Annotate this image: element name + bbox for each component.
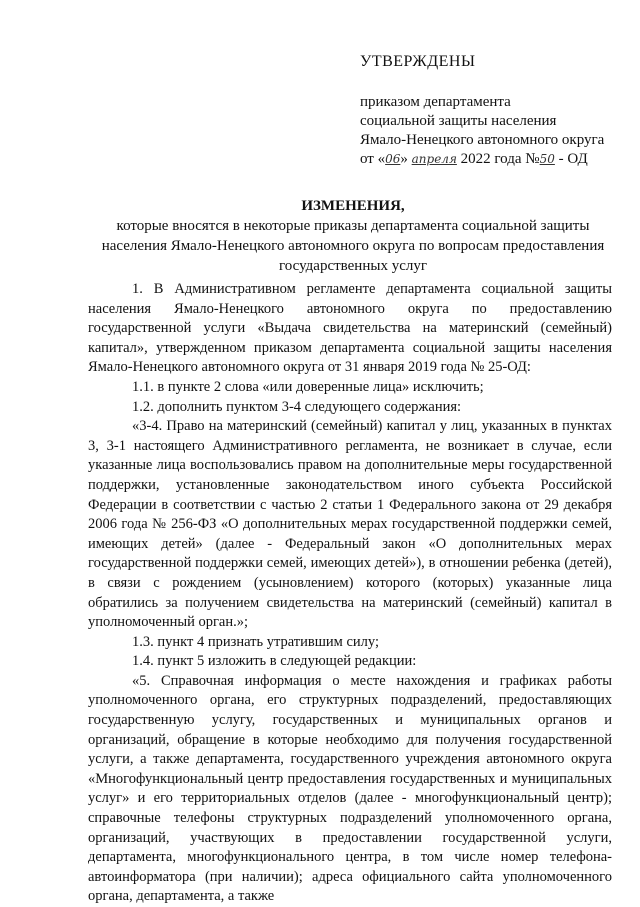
paragraph-1-3: 1.3. пункт 4 признать утратившим силу;	[132, 633, 379, 650]
approval-block	[360, 52, 604, 169]
paragraph-1-4: 1.4. пункт 5 изложить в следующей редакции:	[132, 653, 417, 670]
title-sub-1: которые вносятся в некоторые приказы департамента социальной защиты	[116, 218, 590, 234]
date-prefix: от «	[360, 151, 386, 167]
paragraph-1-2: 1.2. дополнить пунктом 3-4 следующего содержания:	[132, 398, 462, 415]
title-main: ИЗМЕНЕНИЯ,	[301, 198, 405, 214]
approval-line-1: приказом департамента	[360, 94, 511, 110]
document-title	[96, 196, 610, 276]
date-day: 06	[385, 152, 401, 166]
date-mid: »	[400, 151, 412, 167]
title-sub-3: государственных услуг	[278, 258, 427, 274]
document-body	[88, 280, 612, 907]
paragraph-1-4-text: «5. Справочная информация о месте нахождения и графиках работы уполномоченного органа, его структурных подразделений, предоставляющих государственную услугу, государственных и муниципальных органов и организаций, обращение в которые необходимо для получения государственной услуги, а также департамента, государственного учреждения автономного округа «Многофункциональный центр предоставления государственных и муниципальных услуг» и его территориальных отделов (далее - многофункциональный центр); справочные телефоны структурных подразделений уполномоченного органа, организаций, участвующих в предоставлении государственной услуги, департамента, многофункционального центра, в том числе номер телефона-автоинформатора (при наличии); адреса официального сайта уполномоченного органа, департамента, а также	[88, 672, 612, 905]
order-number: 50	[539, 152, 555, 166]
date-suffix: 2022 года №	[456, 151, 540, 167]
approval-line-3: Ямало-Ненецкого автономного округа	[360, 132, 605, 148]
paragraph-1-2-text: «3-4. Право на материнский (семейный) капитал у лиц, указанных в пунктах 3, 3-1 настоящего Административного регламента, не возникает в случае, если указанные лица воспользовались правом на дополнительные меры государственной поддержки, установленные законодательством иного субъекта Российской Федерации в соответствии с частью 2 статьи 1 Федерального закона от 29 декабря 2006 года № 256-ФЗ «О дополнительных мерах государственной поддержки семей, имеющих детей» (далее - Федеральный закон «О дополнительных мерах государственной поддержки семей, имеющих детей»), в отношении ребенка (детей), в связи с рождением (усыновлением) которого (которых) указанные лица обратились за получением свидетельства на материнский (семейный) капитал в уполномоченный орган.»;	[88, 418, 612, 631]
title-sub-2: населения Ямало-Ненецкого автономного округа по вопросам предоставления	[101, 238, 605, 254]
order-suffix: - ОД	[554, 151, 588, 167]
paragraph-1: 1. В Административном регламенте департамента социальной защиты населения Ямало-Ненецкого автономного округа по предоставлению государственной услуги «Выдача свидетельства на материнский (семейный) капитал», утвержденном приказом департамента социальной защиты населения Ямало-Ненецкого автономного округа от 31 января 2019 года № 25-ОД:	[88, 281, 612, 376]
approval-date-line	[360, 150, 604, 169]
paragraph-1-1: 1.1. в пункте 2 слова «или доверенные лица» исключить;	[132, 378, 484, 395]
approval-line-2: социальной защиты населения	[360, 113, 557, 129]
date-month: апреля	[411, 152, 457, 166]
approval-heading: УТВЕРЖДЕНЫ	[360, 53, 476, 70]
